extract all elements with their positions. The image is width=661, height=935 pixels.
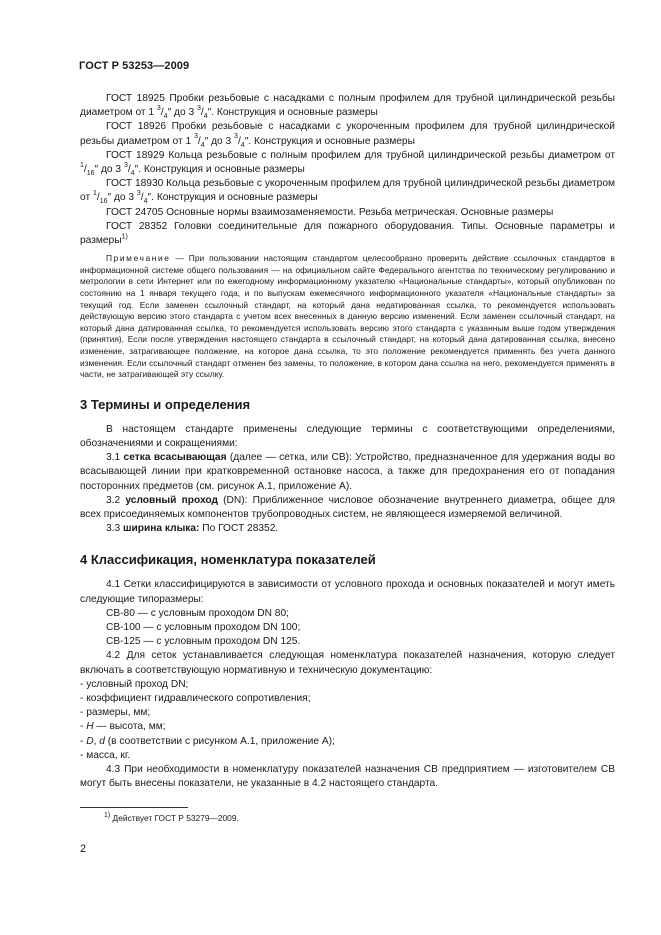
term-3-2: 3.2 условный проход (DN): Приближенное числовое обозначение внутреннего диаметра, общее для всех присоединяемых компонентов трубопроводных систем, не являющееся измеряемой величиной.: [80, 494, 615, 520]
section-4-heading: 4 Классификация, номенклатура показателей: [80, 552, 376, 568]
section-3-intro: В настоящем стандарте применены следующие термины с соответствующими определениями, обозначениями и сокращениями:: [80, 423, 615, 449]
page-number: 2: [80, 843, 87, 855]
size-item: СВ-100 — с условным проходом DN 100;: [106, 622, 301, 633]
note-label: Примечание: [106, 253, 171, 264]
fraction: $^3/_4''$: [123, 161, 139, 178]
term-name: сетка всасывающая: [123, 452, 227, 464]
document-body: [80, 92, 615, 791]
list-item: - H — высота, мм;: [80, 721, 166, 733]
note-block: [80, 253, 615, 381]
size-item: СВ-80 — с условным проходом DN 80;: [106, 607, 289, 619]
document-header: ГОСТ Р 53253—2009: [79, 60, 190, 72]
ref-gost-18930: ГОСТ 18930 Кольца резьбовые с укороченным профилем для трубной цилиндрической резьбы диаметром от $^1/_{16}''$ до 3 $^3/_4''$. Конструкция и основные размеры: [80, 178, 615, 206]
ref-gost-28352: ГОСТ 28352 Головки соединительные для пожарного оборудования. Типы. Основные параметры и размеры$^{1)}$: [80, 220, 615, 247]
footnote-ref[interactable]: 1): [121, 233, 128, 241]
term-name: ширина клыка:: [123, 523, 200, 535]
para-4-1: 4.1 Сетки классифицируются в зависимости от условного прохода и основных показателей и могут иметь следующие типоразмеры:: [80, 579, 615, 605]
fraction: $^3/_4''$: [136, 190, 152, 206]
ref-gost-24705: ГОСТ 24705 Основные нормы взаимозаменяемости. Резьба метрическая. Основные размеры: [106, 206, 554, 218]
fraction: $^3/_4''$: [193, 133, 209, 149]
list-item: - условный проход DN;: [80, 678, 189, 690]
para-4-3: 4.3 При необходимости в номенклатуру показателей назначения СВ предприятием — изготовителем СВ могут быть внесены показатели, не указанные в 4.2 настоящего стандарта.: [80, 764, 615, 790]
list-item: - D, d (в соответствии с рисунком А.1, приложение А);: [80, 735, 335, 747]
term-name: условный проход: [125, 494, 218, 506]
ref-gost-18929: ГОСТ 18929 Кольца резьбовые с полным профилем для трубной цилиндрической резьбы диаметром от $^1/_{16}''$ до 3 $^3/_4''$. Конструкция и основные размеры: [80, 149, 615, 178]
fraction: $^3/_4''$: [196, 104, 212, 121]
list-item: - размеры, мм;: [80, 707, 151, 719]
section-3-heading: 3 Термины и определения: [80, 396, 251, 412]
list-item: - масса, кг.: [80, 749, 131, 761]
term-3-1: 3.1 сетка всасывающая (далее — сетка, или СВ): Устройство, предназначенное для удержания воды во всасывающей линии при кратковременной остановке насоса, а также для предохранения его от попадания посторонних предметов (см. рисунок А.1, приложение А).: [80, 452, 615, 492]
fraction: $^1/_{16}''$: [80, 161, 99, 178]
size-item: СВ-125 — с условным проходом DN 125.: [106, 636, 301, 648]
footnote: $^{1)}$ Действует ГОСТ Р 53279—2009.: [104, 812, 239, 823]
fraction: $^3/_4''$: [156, 104, 172, 121]
footnote-divider: [80, 807, 188, 808]
list-item: - коэффициент гидравлического сопротивления;: [80, 693, 311, 705]
fraction: $^3/_4''$: [234, 133, 249, 149]
note-text: Примечание — При пользовании настоящим стандартом целесообразно проверить действие ссылочных стандартов в информационной системе общего пользования — на официальном сайте Федерального агентства по техническому регулированию и метрологии в сети Интернет или по ежегодному информационному указателю «Национальные стандарты», который опубликован по состоянию на 1 января текущего года, и по выпускам ежемесячного информационного указателя «Национальные стандарты» за текущий год. Если заменен ссылочный стандарт, на который дана недатированная ссылка, то рекомендуется использовать действующую версию этого стандарта с учетом всех внесенных в данную версию изменений. Если заменен ссылочный стандарт, на который дана датированная ссылка, то рекомендуется использовать версию этого стандарта с указанным выше годом утверждения (принятия). Если после утверждения настоящего стандарта в ссылочный стандарт, на который дана датированная ссылка, внесено изменение, затрагивающее положение, на которое дана ссылка, то это положение рекомендуется применять без учета данного изменения. Если ссылочный стандарт отменен без замены, то положение, в котором дана ссылка на него, рекомендуется применять в части, не затрагивающей эту ссылку.: [80, 253, 615, 380]
para-4-2: 4.2 Для сеток устанавливается следующая номенклатура показателей назначения, которую следует включать в соответствующую нормативную и техническую документацию:: [80, 650, 615, 676]
term-3-3: 3.3 ширина клыка: По ГОСТ 28352.: [106, 523, 279, 535]
ref-gost-18925: ГОСТ 18925 Пробки резьбовые с насадками с полным профилем для трубной цилиндрической резьбы диаметром от 1 $^3/_4''$ до 3 $^3/_4''$. Конструкция и основные размеры: [80, 93, 615, 121]
fraction: $^1/_{16}''$: [92, 190, 112, 206]
ref-gost-18926: ГОСТ 18926 Пробки резьбовые с насадками с укороченным профилем для трубной цилиндрической резьбы диаметром от 1 $^3/_4''$ до 3 $^3/_4''$. Конструкция и основные размеры: [80, 121, 615, 149]
